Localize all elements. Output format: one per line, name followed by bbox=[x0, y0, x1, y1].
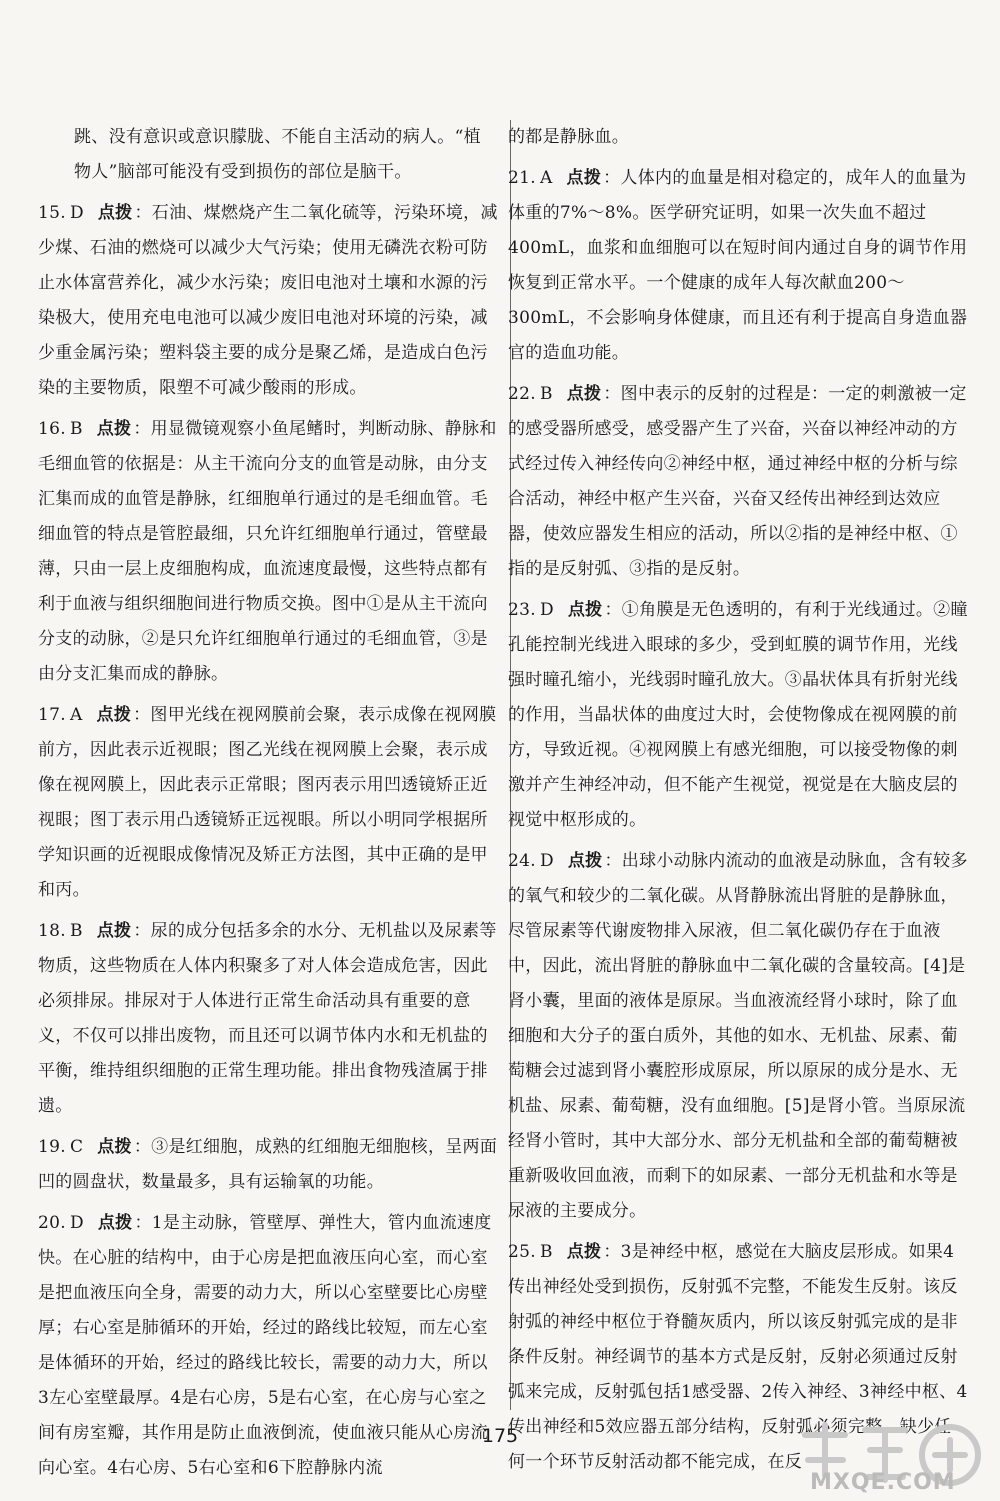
explanation-text: ：③是红细胞，成熟的红细胞无细胞核，呈两面凹的圆盘状，数量最多，具有运输氧的功能。 bbox=[38, 1137, 498, 1192]
question-number: 16. bbox=[38, 419, 66, 439]
answer-letter: C bbox=[69, 1137, 84, 1157]
answer-entry bbox=[38, 914, 498, 1124]
continuation-text: 跳、没有意识或意识朦胧、不能自主活动的病人。“植物人”脑部可能没有受到损伤的部位是脑干。 bbox=[74, 127, 481, 182]
answer-entry bbox=[508, 593, 968, 838]
explanation-text: ：图甲光线在视网膜前会聚，表示成像在视网膜前方，因此表示近视眼；图乙光线在视网膜上会聚，表示成像在视网膜上，因此表示正常眼；图丙表示用凹透镜矫正近视眼；图丁表示用凸透镜矫正远视眼。所以小明同学根据所学知识画的近视眼成像情况及矫正方法图，其中正确的是甲和丙。 bbox=[38, 705, 497, 900]
tip-label: 点拨 bbox=[567, 851, 603, 871]
page-number: 175 bbox=[481, 1425, 519, 1447]
explanation-text: ：1是主动脉，管壁厚、弹性大，管内血流速度快。在心脏的结构中，由于心房是把血液压向心室，而心室是把血液压向全身，需要的动力大，所以心室壁要比心房壁厚；右心室是肺循环的开始，经过的路线比较短，而左心室是体循环的开始，经过的路线比较长，需要的动力大，所以3左心室壁最厚。4是右心房，5是右心室，在心房与心室之间有房室瓣，其作用是防止血液倒流，使血液只能从心房流向心室。4右心房、5右心室和6下腔静脉内流 bbox=[38, 1213, 492, 1478]
question-number: 22. bbox=[508, 384, 536, 404]
answer-letter: D bbox=[539, 851, 554, 871]
question-number: 20. bbox=[38, 1213, 66, 1233]
answer-entry bbox=[38, 412, 498, 692]
answer-letter: D bbox=[69, 203, 84, 223]
explanation-text: ：图中表示的反射的过程是：一定的刺激被一定的感受器所感受，感受器产生了兴奋，兴奋以神经冲动的方式经过传入神经传向②神经中枢，通过神经中枢的分析与综合活动，神经中枢产生兴奋，兴奋又经传出神经到达效应器，使效应器发生相应的活动，所以②指的是神经中枢、①指的是反射弧、③指的是反射。 bbox=[508, 384, 967, 579]
tip-label: 点拨 bbox=[566, 168, 602, 188]
answer-entry bbox=[38, 196, 498, 406]
left-entries bbox=[38, 196, 498, 1486]
answer-entry bbox=[508, 844, 968, 1229]
answer-letter: B bbox=[539, 384, 553, 404]
question-number: 25. bbox=[508, 1242, 536, 1262]
explanation-text: ：出球小动脉内流动的血液是动脉血，含有较多的氧气和较少的二氧化碳。从肾静脉流出肾脏的是静脉血，尽管尿素等代谢废物排入尿液，但二氧化碳仍存在于血液中，因此，流出肾脏的静脉血中二氧化碳的含量较高。[4]是肾小囊，里面的液体是原尿。当血液流经肾小球时，除了血细胞和大分子的蛋白质外，其他的如水、无机盐、尿素、葡萄糖会过滤到肾小囊腔形成原尿，所以原尿的成分是水、无机盐、尿素、葡萄糖，没有血细胞。[5]是肾小管。当原尿流经肾小管时，其中大部分水、部分无机盐和全部的葡萄糖被重新吸收回血液，而剩下的如尿素、一部分无机盐和水等是尿液的主要成分。 bbox=[508, 851, 968, 1221]
question-number: 15. bbox=[38, 203, 66, 223]
answer-letter: B bbox=[69, 921, 83, 941]
tip-label: 点拨 bbox=[97, 203, 133, 223]
tip-label: 点拨 bbox=[567, 600, 603, 620]
answer-entry bbox=[508, 377, 968, 587]
answer-letter: B bbox=[69, 419, 83, 439]
question-number: 17. bbox=[38, 705, 66, 725]
answer-letter: D bbox=[69, 1213, 84, 1233]
right-entries bbox=[508, 161, 968, 1480]
explanation-text: ：人体内的血量是相对稳定的，成年人的血量为体重的7%～8%。医学研究证明，如果一次失血不超过400mL，血浆和血细胞可以在短时间内通过自身的调节作用恢复到正常水平。一个健康的成年人每次献血200～300mL，不会影响身体健康，而且还有利于提高自身造血器官的造血功能。 bbox=[508, 168, 968, 363]
tip-label: 点拨 bbox=[96, 921, 132, 941]
question-number: 19. bbox=[38, 1137, 66, 1157]
explanation-text: ：①角膜是无色透明的，有利于光线通过。②瞳孔能控制光线进入眼球的多少，受到虹膜的调节作用，光线强时瞳孔缩小，光线弱时瞳孔放大。③晶状体具有折射光线的作用，当晶状体的曲度过大时，会使物像成在视网膜的前方，导致近视。④视网膜上有感光细胞，可以接受物像的刺激并产生神经冲动，但不能产生视觉，视觉是在大脑皮层的视觉中枢形成的。 bbox=[508, 600, 968, 830]
question-number: 24. bbox=[508, 851, 536, 871]
explanation-text: ：石油、煤燃烧产生二氧化硫等，污染环境，减少煤、石油的燃烧可以减少大气污染；使用无磷洗衣粉可防止水体富营养化，减少水污染；废旧电池对土壤和水源的污染极大，使用充电电池可以减少废旧电池对环境的污染，减少重金属污染；塑料袋主要的成分是聚乙烯，是造成白色污染的主要物质，限塑不可减少酸雨的形成。 bbox=[38, 203, 498, 398]
tip-label: 点拨 bbox=[97, 1137, 132, 1157]
answer-letter: A bbox=[69, 705, 83, 725]
tip-label: 点拨 bbox=[97, 1213, 133, 1233]
answer-entry bbox=[508, 161, 968, 371]
tip-label: 点拨 bbox=[96, 419, 132, 439]
answer-letter: D bbox=[539, 600, 554, 620]
tip-label: 点拨 bbox=[566, 1242, 602, 1262]
continuation-text: 的都是静脉血。 bbox=[508, 127, 630, 147]
answer-entry bbox=[38, 1130, 498, 1200]
explanation-text: ：用显微镜观察小鱼尾鳍时，判断动脉、静脉和毛细血管的依据是：从主干流向分支的血管是动脉，由分支汇集而成的血管是静脉，红细胞单行通过的是毛细血管。毛细血管的特点是管腔最细，只允许红细胞单行通过，管壁最薄，只由一层上皮细胞构成，血流速度最慢，这些特点都有利于血液与组织细胞间进行物质交换。图中①是从主干流向分支的动脉，②是只允许红细胞单行通过的毛细血管，③是由分支汇集而成的静脉。 bbox=[38, 419, 497, 684]
answer-entry bbox=[38, 698, 498, 908]
explanation-text: ：尿的成分包括多余的水分、无机盐以及尿素等物质，这些物质在人体内积聚多了对人体会造成危害，因此必须排尿。排尿对于人体进行正常生命活动具有重要的意义，不仅可以排出废物，而且还可以调节体内水和无机盐的平衡，维持组织细胞的正常生理功能。排出食物残渣属于排遗。 bbox=[38, 921, 497, 1116]
explanation-text: ：3是神经中枢，感觉在大脑皮层形成。如果4传出神经处受到损伤，反射弧不完整，不能发生反射。该反射弧的神经中枢位于脊髓灰质内，所以该反射弧完成的是非条件反射。神经调节的基本方式是反射，反射必须通过反射弧来完成，反射弧包括1感受器、2传入神经、3神经中枢、4传出神经和5效应器五部分结构，反射弧必须完整，缺少任何一个环节反射活动都不能完成，在反 bbox=[508, 1242, 968, 1472]
right-column bbox=[508, 120, 968, 1480]
answer-letter: A bbox=[539, 168, 553, 188]
watermark-text: MXQE.COM bbox=[810, 1470, 956, 1495]
question-number: 21. bbox=[508, 168, 536, 188]
question-number: 18. bbox=[38, 921, 66, 941]
answer-letter: B bbox=[539, 1242, 553, 1262]
tip-label: 点拨 bbox=[96, 705, 132, 725]
question-number: 23. bbox=[508, 600, 536, 620]
tip-label: 点拨 bbox=[566, 384, 602, 404]
